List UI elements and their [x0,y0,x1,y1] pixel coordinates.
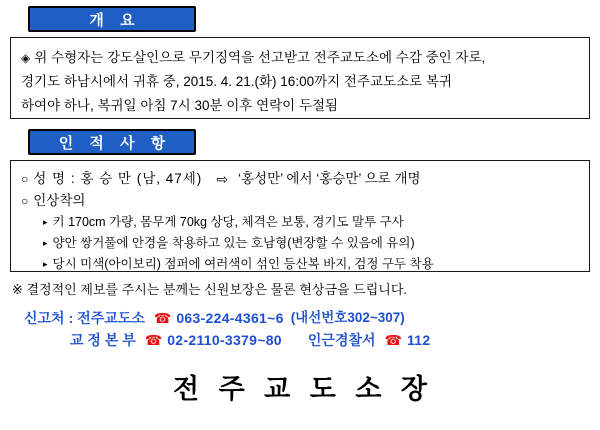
phone-icon: ☎ [153,310,172,326]
person-banner: 인 적 사 항 [28,129,196,155]
person-box [10,160,590,272]
contact-number-police[interactable]: 112 [406,332,431,348]
summary-text-line-2: 경기도 하남시에서 귀휴 중, 2015. 4. 21.(화) 16:00까지 전주교도소로 복귀 [21,74,452,89]
summary-first-line [21,46,579,70]
person-alias-note: ‘홍성만’ 에서 ‘홍승만’ 으로 개명 [238,171,421,186]
contact-row-headquarters [70,329,590,351]
person-name-label: 성 명 : 홍 승 만 (남, 47세) [33,171,203,186]
arrow-right-icon: ⇨ [216,171,229,187]
contact-place-headquarters: 교 정 본 부 [70,332,136,348]
issuer-title: 전 주 교 도 소 장 [173,374,433,404]
triangle-bullet-icon: ▸ [43,217,48,227]
summary-box [10,37,590,119]
report-label: 신고처 [24,310,65,326]
contact-number-headquarters[interactable]: 02-2110-3379~80 [167,332,282,348]
circle-bullet-icon: ○ [21,172,29,186]
summary-banner: 개 요 [28,6,196,32]
person-features-label: 인상착의 [33,193,86,208]
triangle-bullet-icon: ▸ [43,238,48,248]
person-features-header [21,190,579,212]
summary-text-line-3: 하여야 하나, 복귀일 아침 7시 30분 이후 연락이 두절됨 [21,98,339,113]
contact-place-prison: 전주교도소 [77,310,145,326]
person-feature-text: 키 170cm 가량, 몸무게 70kg 상당, 체격은 보통, 경기도 말투 구사 [52,215,404,229]
person-feature-text: 양안 쌍거풀에 안경을 착용하고 있는 호남형(변장할 수 있음에 유의) [52,236,415,250]
contact-number-prison[interactable]: 063-224-4361~6 [176,310,284,326]
report-separator: : [68,310,74,326]
contact-row-prison [24,307,590,329]
phone-icon: ☎ [144,332,163,348]
triangle-bullet-icon: ▸ [43,259,48,269]
diamond-bullet-icon: ◈ [21,51,31,65]
phone-icon: ☎ [384,332,402,348]
person-feature-text: 당시 미색(아이보리) 점퍼에 여러색이 섞인 등산복 바지, 검정 구두 착용 [52,257,434,271]
reward-note: ※ 결정적인 제보를 주시는 분께는 신원보장은 물론 현상금을 드립니다. [12,282,408,297]
contact-extension-prison: (내선번호302~307) [290,310,405,325]
contact-place-police: 인근경찰서 [307,332,376,348]
person-feature-item [43,254,579,275]
summary-text-line-1: 위 수형자는 강도살인으로 무기징역을 선고받고 전주교도소에 수감 중인 자로, [34,50,486,65]
circle-bullet-icon-2: ○ [21,194,29,208]
person-feature-item [43,212,579,233]
contact-block [24,307,590,351]
person-feature-item [43,233,579,254]
person-name-row [21,168,579,190]
